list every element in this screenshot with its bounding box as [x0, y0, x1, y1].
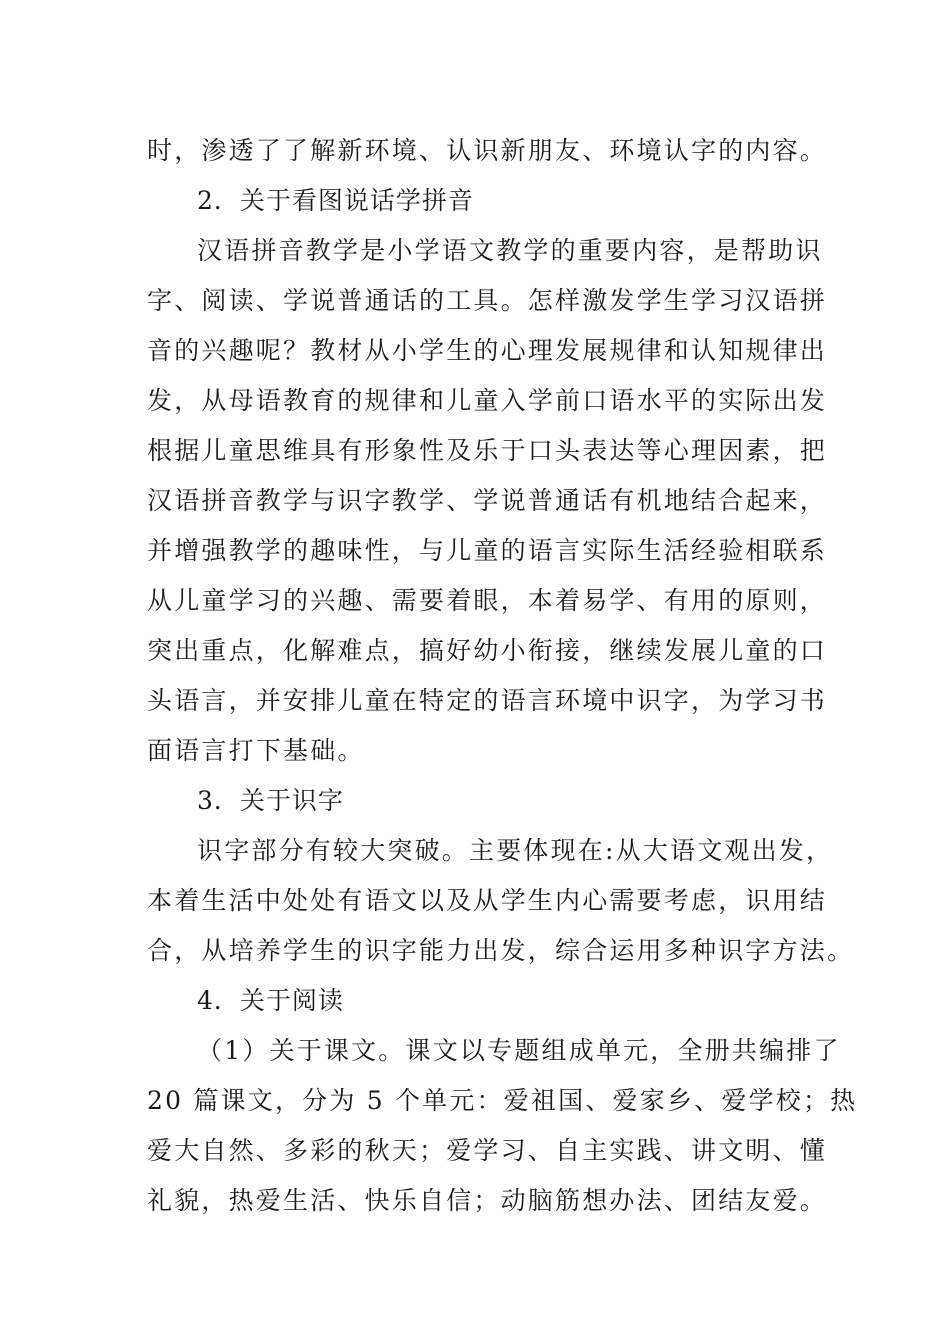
paragraph-first-line: 识字部分有较大突破。主要体现在:从大语文观出发， — [197, 836, 834, 865]
section-heading: 2．关于看图说话学拼音 — [197, 186, 474, 215]
text-line: 音的兴趣呢？教材从小学生的心理发展规律和认知规律出 — [147, 336, 828, 365]
text-line: 礼貌，热爱生活、快乐自信；动脑筋想办法、团结友爱。 — [147, 1186, 828, 1215]
paragraph-first-line: （1）关于课文。课文以专题组成单元，全册共编排了 — [197, 1036, 841, 1065]
text-line: 合，从培养学生的识字能力出发，综合运用多种识字方法。 — [147, 936, 855, 965]
text-line: 突出重点，化解难点，搞好幼小衔接，继续发展儿童的口 — [147, 636, 828, 665]
section-heading: 3．关于识字 — [197, 786, 344, 815]
text-line: 从儿童学习的兴趣、需要着眼，本着易学、有用的原则， — [147, 586, 828, 615]
text-line: 20 篇课文，分为 5 个单元：爱祖国、爱家乡、爱学校；热 — [147, 1086, 858, 1115]
text-line: 发，从母语教育的规律和儿童入学前口语水平的实际出发 — [147, 386, 828, 415]
text-line: 时，渗透了了解新环境、认识新朋友、环境认字的内容。 — [147, 136, 828, 165]
paragraph-first-line: 汉语拼音教学是小学语文教学的重要内容，是帮助识 — [197, 236, 823, 265]
text-line: 并增强教学的趣味性，与儿童的语言实际生活经验相联系 — [147, 536, 828, 565]
section-heading: 4．关于阅读 — [197, 986, 344, 1015]
text-line: 头语言，并安排儿童在特定的语言环境中识字，为学习书 — [147, 686, 828, 715]
text-line: 字、阅读、学说普通话的工具。怎样激发学生学习汉语拼 — [147, 286, 828, 315]
text-line: 汉语拼音教学与识字教学、学说普通话有机地结合起来， — [147, 486, 828, 515]
text-line: 爱大自然、多彩的秋天；爱学习、自主实践、讲文明、懂 — [147, 1136, 828, 1165]
text-line: 根据儿童思维具有形象性及乐于口头表达等心理因素，把 — [147, 436, 828, 465]
text-line: 面语言打下基础。 — [147, 736, 365, 765]
text-line: 本着生活中处处有语文以及从学生内心需要考虑，识用结 — [147, 886, 828, 915]
